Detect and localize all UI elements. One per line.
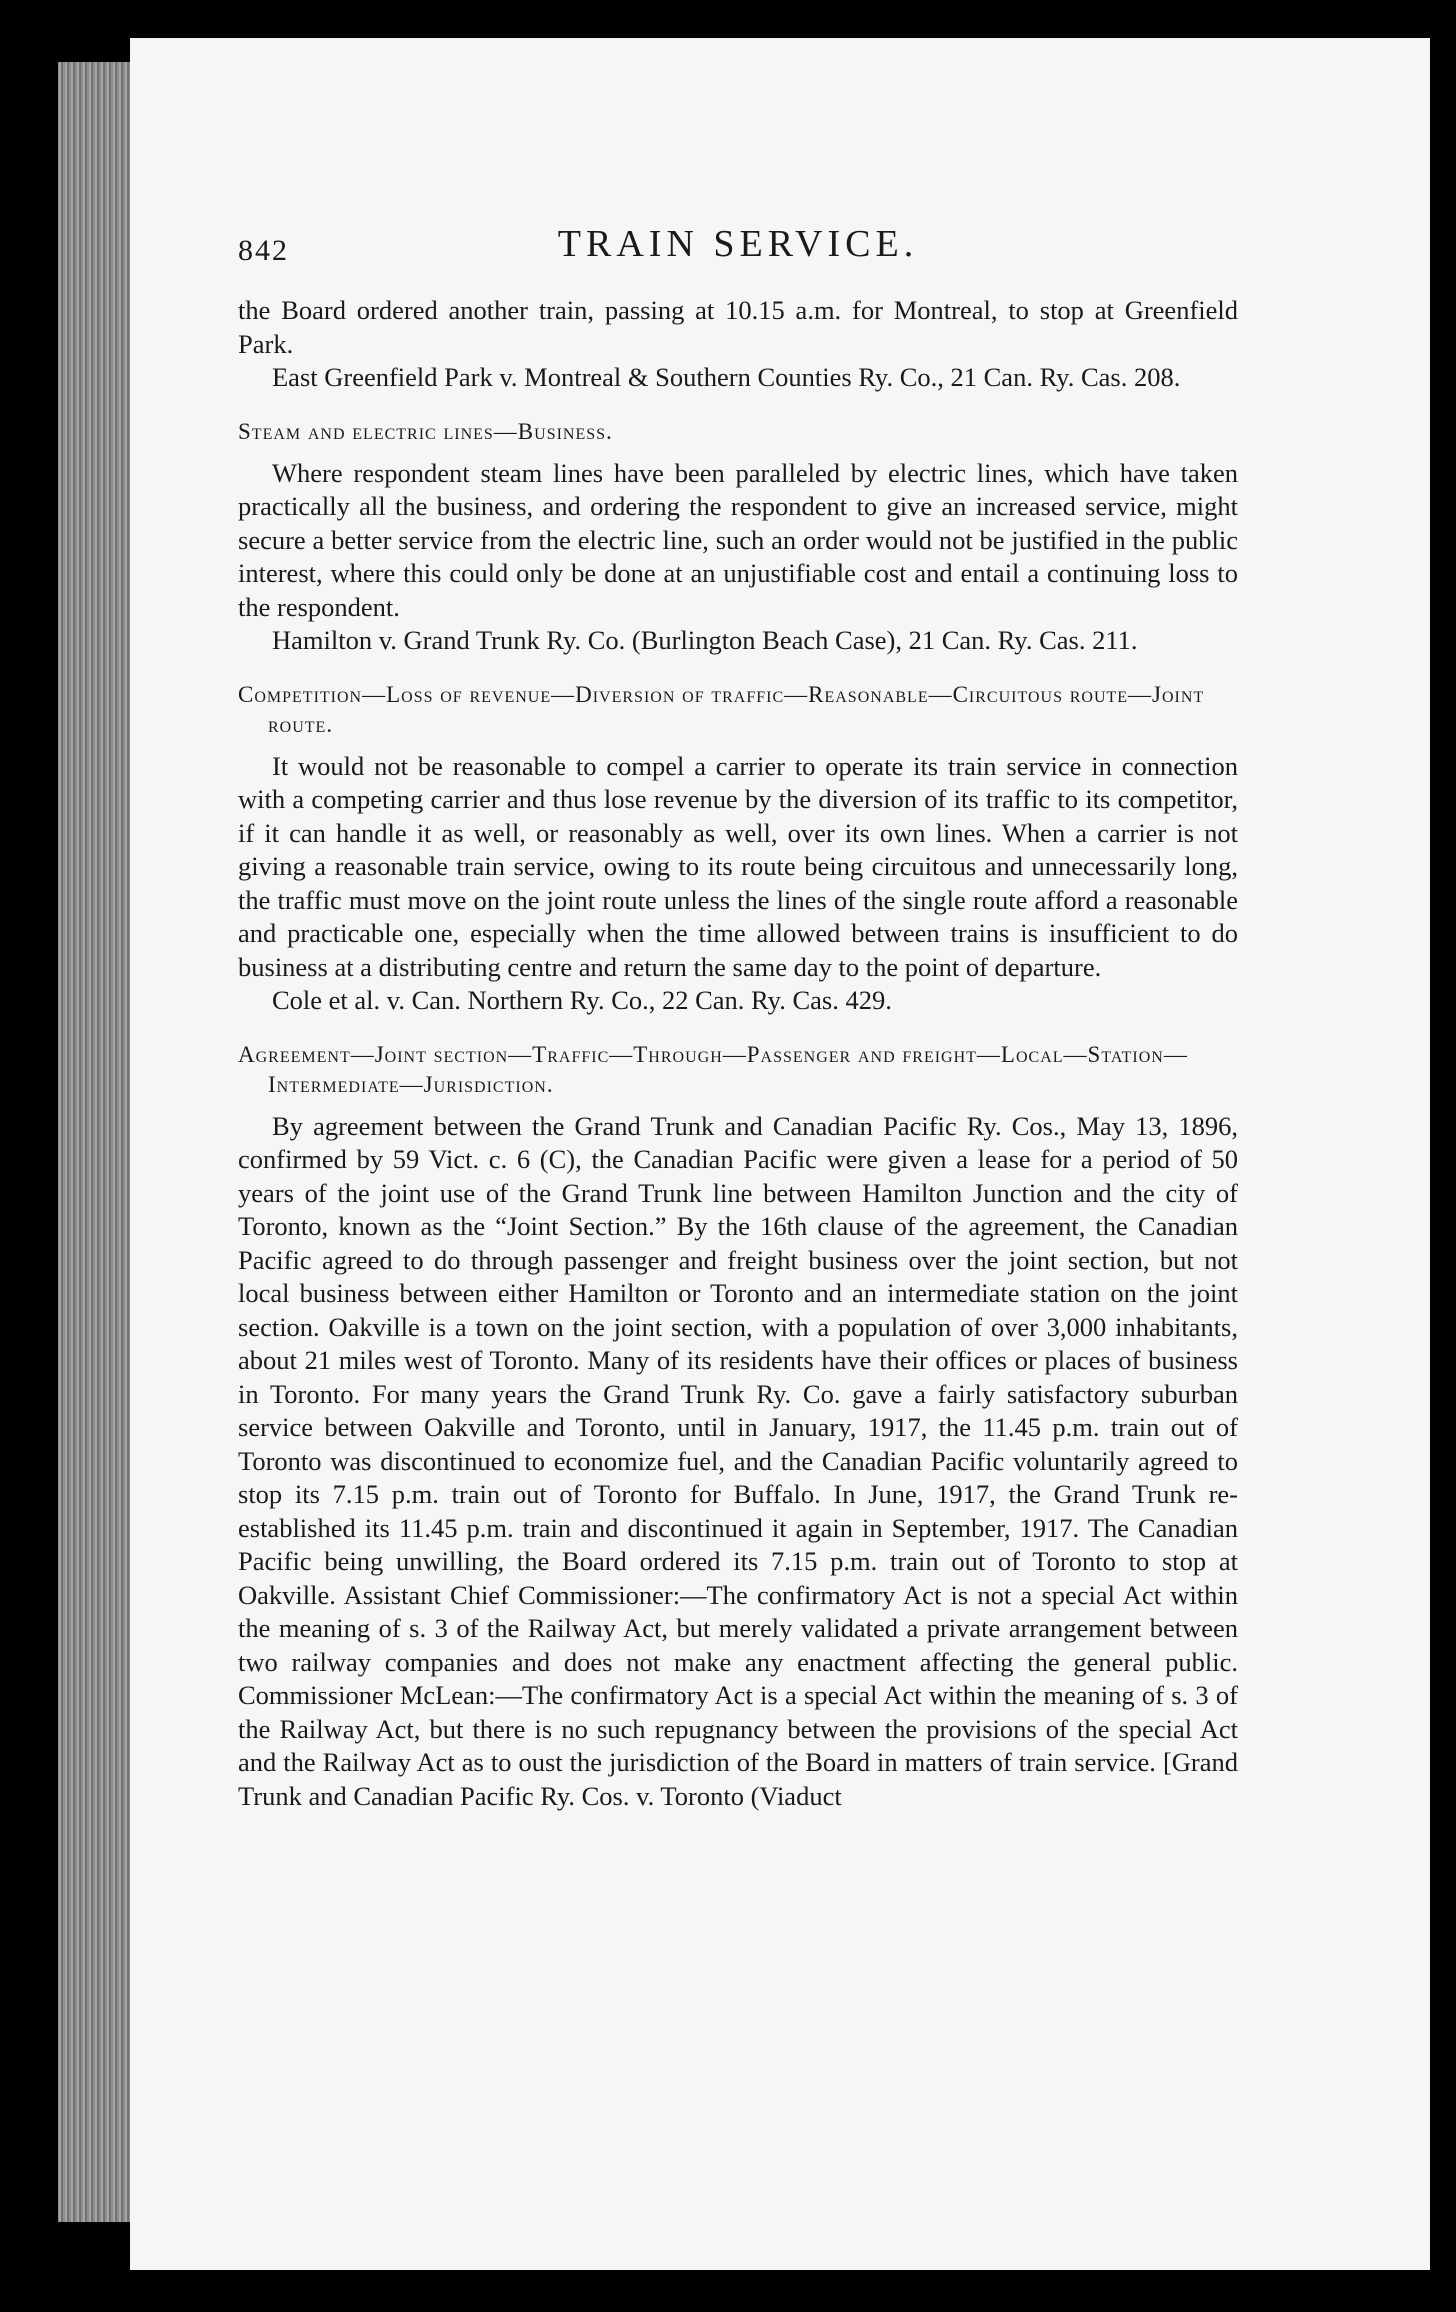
section-steam-electric	[238, 417, 1238, 658]
section-heading: Competition—Loss of revenue—Diversion of traffic—Reasonable—Circuitous route—Joint route.	[238, 681, 1205, 737]
section-continued	[238, 294, 1238, 395]
section-heading: Steam and electric lines—Business.	[238, 418, 613, 444]
section-agreement	[238, 1040, 1238, 1814]
case-citation: Cole et al. v. Can. Northern Ry. Co., 22 Can. Ry. Cas. 429.	[272, 985, 892, 1015]
page-number: 842	[238, 234, 289, 267]
paragraph: the Board ordered another train, passing at 10.15 a.m. for Montreal, to stop at Greenfield Park.	[238, 295, 1238, 359]
case-citation: Hamilton v. Grand Trunk Ry. Co. (Burlington Beach Case), 21 Can. Ry. Cas. 211.	[272, 625, 1138, 655]
running-head	[238, 223, 1238, 288]
page-content	[238, 223, 1238, 1813]
section-competition	[238, 680, 1238, 1018]
paragraph: Where respondent steam lines have been paralleled by electric lines, which have taken practically all the business, and ordering the respondent to give an increased service, might secure a better service from the electric line, such an order would not be justified in the public interest, where this could only be done at an unjustifiable cost and entail a continuing loss to the respondent.	[238, 457, 1238, 622]
paragraph: It would not be reasonable to compel a carrier to operate its train service in connection with a competing carrier and thus lose revenue by the diversion of its traffic to its competitor, if it can handle it as well, or reasonably as well, over its own lines. When a carrier is not giving a reasonable train service, owing to its route being circuitous and unnecessarily long, the traffic must move on the joint route unless the lines of the single route afford a reasonable and practicable one, especially when the time allowed between trains is insufficient to do business at a distributing centre and return the same day to the point of departure.	[238, 750, 1238, 982]
case-citation: East Greenfield Park v. Montreal & Southern Counties Ry. Co., 21 Can. Ry. Cas. 208.	[272, 362, 1181, 392]
page-title: TRAIN SERVICE.	[557, 223, 919, 265]
paragraph: By agreement between the Grand Trunk and Canadian Pacific Ry. Cos., May 13, 1896, confirmed by 59 Vict. c. 6 (C), the Canadian Pacific were given a lease for a period of 50 years of the joint use of the Grand Trunk line between Hamilton Junction and the city of Toronto, known as the “Joint Section.” By the 16th clause of the agreement, the Canadian Pacific agreed to do through passenger and freight business over the joint section, but not local business between either Hamilton or Toronto and an intermediate station on the joint section. Oakville is a town on the joint section, with a population of over 3,000 inhabitants, about 21 miles west of Toronto. Many of its residents have their offices or places of business in Toronto. For many years the Grand Trunk Ry. Co. gave a fairly satisfactory suburban service between Oakville and Toronto, until in January, 1917, the 11.45 p.m. train out of Toronto was discontinued to economize fuel, and the Canadian Pacific voluntarily agreed to stop its 7.15 p.m. train out of Toronto for Buffalo. In June, 1917, the Grand Trunk re-established its 11.45 p.m. train and discontinued it again in September, 1917. The Canadian Pacific being unwilling, the Board ordered its 7.15 p.m. train out of Toronto to stop at Oakville. Assistant Chief Commissioner:—The confirmatory Act is not a special Act within the meaning of s. 3 of the Railway Act, but merely validated a private arrangement between two railway companies and does not make any enactment affecting the general public. Commissioner McLean:—The confirmatory Act is a special Act within the meaning of s. 3 of the Railway Act, but there is no such repugnancy between the provisions of the special Act and the Railway Act as to oust the jurisdiction of the Board in matters of train service. [Grand Trunk and Canadian Pacific Ry. Cos. v. Toronto (Viaduct	[238, 1110, 1238, 1811]
section-heading: Agreement—Joint section—Traffic—Through—Passenger and freight—Local—Station—Intermediate—Jurisdiction.	[238, 1041, 1188, 1097]
